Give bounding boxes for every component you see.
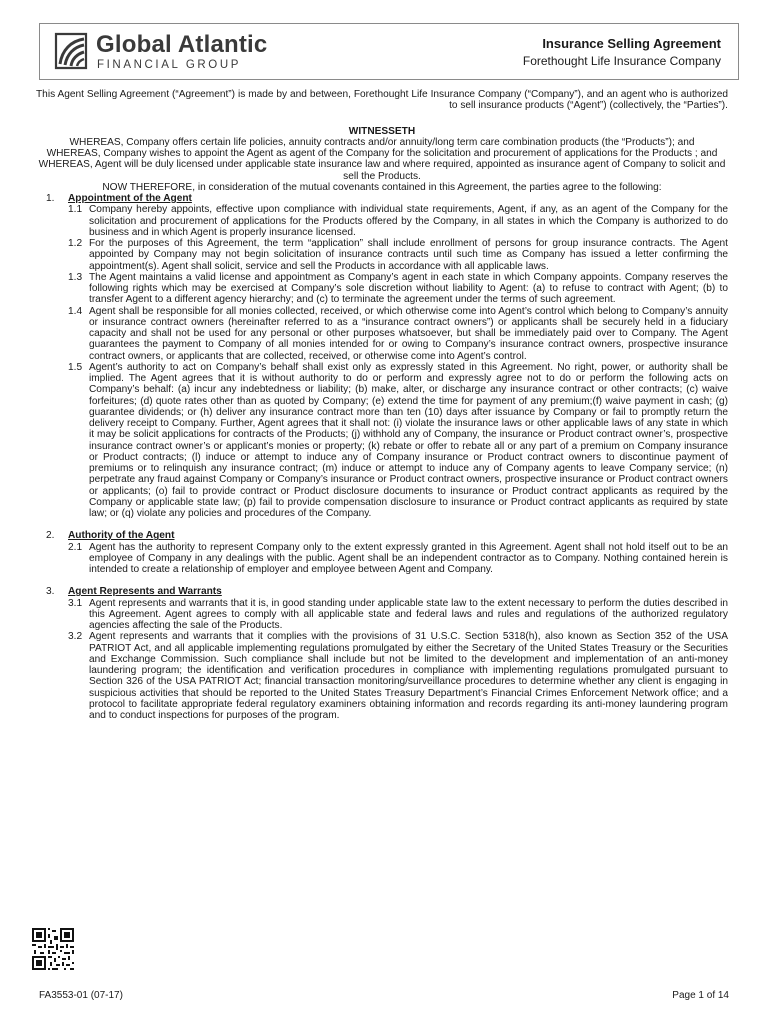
page-number: Page 1 of 14 xyxy=(672,990,729,1001)
clause-number: 3.2 xyxy=(68,631,83,643)
clause-number: 1.4 xyxy=(68,305,83,317)
clause xyxy=(68,362,728,520)
document-title: Insurance Selling Agreement xyxy=(542,36,721,51)
clause xyxy=(68,631,728,721)
clause-number: 2.1 xyxy=(68,541,83,553)
clause xyxy=(68,204,728,238)
clause xyxy=(68,238,728,272)
section-title: Agent Represents and Warrants xyxy=(68,586,222,598)
document-header xyxy=(39,23,739,80)
section-title: Appointment of the Agent xyxy=(68,193,192,204)
clause xyxy=(68,272,728,306)
section-number: 1. xyxy=(46,193,55,204)
section-number: 2. xyxy=(46,530,55,542)
clause-number: 1.3 xyxy=(68,271,83,283)
agreement-body xyxy=(36,89,728,721)
qr-code-icon xyxy=(32,928,74,970)
section-number: 3. xyxy=(46,586,55,598)
whereas-clause: WHEREAS, Company offers certain life policies, annuity contracts and/or annuity/long term care combination products (the “Products”); and xyxy=(69,136,695,148)
logo-name: Global Atlantic xyxy=(96,31,268,58)
clause-text: The Agent maintains a valid license and appointment as Company’s agent in each state in which Company appoints. Company reserves the following rights which may be exercised at Company’s sole discretion without liability to Agent: (a) to refuse to contract with Agent; (b) to transfer Agent to a different agency hierarchy; and (c) to terminate the agreement under the terms of such agreement. xyxy=(89,271,728,306)
clause-text: Agent represents and warrants that it complies with the provisions of 31 U.S.C. Section 5318(h), also known as Section 352 of the USA PATRIOT Act, and all applicable implementing regulations promulgated by either the Secretary of the United States Treasury or the Securities and Exchange Commission. Such compliance shall include but not be limited to the development and implementation of an anti-money laundering program; the identification and verification procedures in compliance with implementing regulations promulgated pursuant to Section 326 of the USA PATRIOT Act; financial transaction monitoring/surveillance procedures to determine whether any client is engaging in suspicious activities that should be reported to the United States Treasury Department’s Financial Crimes Enforcement Network office; and a protocol to facilitate appropriate federal regulatory examiners obtaining information and records regarding its anti-money laundering program and to conduct inspections for purposes of the program. xyxy=(89,631,728,721)
whereas-clause: WHEREAS, Agent will be duly licensed under applicable state insurance law and where required, appointed as insurance agent of Company to solicit and sell the Products. xyxy=(38,159,726,182)
clause-text: Company hereby appoints, effective upon compliance with individual state requirements, Agent, if any, as an agent of the Company for the solicitation and procurement of applications for the Products offered by the Company, in all states in which the Company is authorized to do business and in which Agent is properly insurance licensed. xyxy=(89,204,728,238)
whereas-clause: WHEREAS, Company wishes to appoint the Agent as agent of the Company for the solicitation and procurement of applications for the Products ; and xyxy=(46,148,718,159)
clause-number: 1.5 xyxy=(68,361,83,373)
clause xyxy=(68,306,728,362)
clause-text: Agent has the authority to represent Company only to the extent expressly granted in this Agreement. Agent shall not hold itself out to be an employee of Company in any dealings with the public. Agent shall be an independent contractor as to Company. Nothing contained herein is intended to create a relationship of employer and employee between Agent and Company. xyxy=(89,541,728,575)
clause-text: Agent’s authority to act on Company’s behalf shall exist only as expressly stated in this Agreement. No right, power, or authority shall be implied. The Agent agrees that it is without authority to do or perform and expressly agree not to do or perform the following acts on Company’s behalf: (a) incur any indebtedness or liability; (b) make, alter, or discharge any insurance contract or other contracts; (c) waive forfeitures; (d) quote rates other than as quoted by Company; (e) extend the time for payment of any premium;(f) waive payment in cash; (g) guarantee dividends; or (h) deliver any insurance contract more than ten (10) days after issuance by Company or fail to promptly return the delivery receipt to Company. Further, Agent agrees that it shall not: (i) violate the insurance laws or other applicable laws of any state in which it may be solicit applications for contracts of the Products; (j) withhold any of Company, the insurance or Product contract owner’s, prospective insurance contract owner’s or applicant’s monies or property; (k) rebate or offer to rebate all or any part of a premium on Company insurance or Product contracts; (l) induce or attempt to induce any of Company insurance or Product contract owners to discontinue payment of premiums or to relinquish any insurance contract; (m) induce or attempt to induce any of Company agents to leave Company service; (n) perpetrate any fraud against Company or Company’s insurance or Product contract owners, prospective insurance or Product contract owners or applicants; (o) fail to provide contract or Product disclosure documents to insurance or Product contract applicants as required by the Company or applicable state law; (p) fail to provide compensation disclosure to insurance or Product contract applicants as required by state law; or (q) violate any policies and procedures of the Company. xyxy=(89,361,728,519)
now-therefore-clause: NOW THEREFORE, in consideration of the mutual covenants contained in this Agreement, the parties agree to the following: xyxy=(102,181,662,193)
witnesseth-title: WITNESSETH xyxy=(348,125,416,137)
clause-number: 1.1 xyxy=(68,204,83,216)
clause-number: 1.2 xyxy=(68,238,83,249)
global-atlantic-logo-icon xyxy=(53,30,89,72)
clause-text: Agent shall be responsible for all monies collected, received, or which otherwise come into Agent’s control which belong to Company’s annuity or insurance contract owners (hereinafter referred to as a “insurance contract owners”) or applicants shall be securely held in a fiduciary capacity and shall not be used for any personal or other purposes whatsoever, but shall be immediately paid over to Company. The Agent guarantees the payment to Company of all monies intended for or owing to Company’s insurance contract owners, prospective insurance contract owners, or applicants that are collected, received, or otherwise come into Agent’s control. xyxy=(89,305,728,362)
intro-paragraph: This Agent Selling Agreement (“Agreement”) is made by and between, Forethought Life Insurance Company (“Company”), and an agent who is authorized to sell insurance products (“Agent”) (collectively, the “Parties”). xyxy=(36,89,728,112)
logo-subtitle: FINANCIAL GROUP xyxy=(97,59,242,71)
clause-text: For the purposes of this Agreement, the term “application” shall include enrollment of persons for group insurance contracts. The Agent appointed by Company may not begin solicitation of insurance contracts until such time as Company has issued a letter confirming the appointment(s). Agent shall solicit, service and sell the Products in accordance with all applicable laws. xyxy=(89,238,728,272)
document-company: Forethought Life Insurance Company xyxy=(522,54,721,68)
clause xyxy=(68,542,728,576)
clause-text: Agent represents and warrants that it is, in good standing under applicable state law to the extent necessary to perform the duties described in this Agreement. Agent agrees to comply with all applicable state and federal laws and rules and regulations of the authorized regulatory agencies affecting the sale of the Products. xyxy=(89,597,728,631)
clause xyxy=(68,598,728,632)
form-number: FA3553-01 (07-17) xyxy=(39,990,123,1001)
section-title: Authority of the Agent xyxy=(68,530,175,542)
section-appointment xyxy=(36,193,728,519)
section-authority xyxy=(36,530,728,575)
section-represents-warrants xyxy=(36,586,728,721)
clause-number: 3.1 xyxy=(68,597,83,609)
